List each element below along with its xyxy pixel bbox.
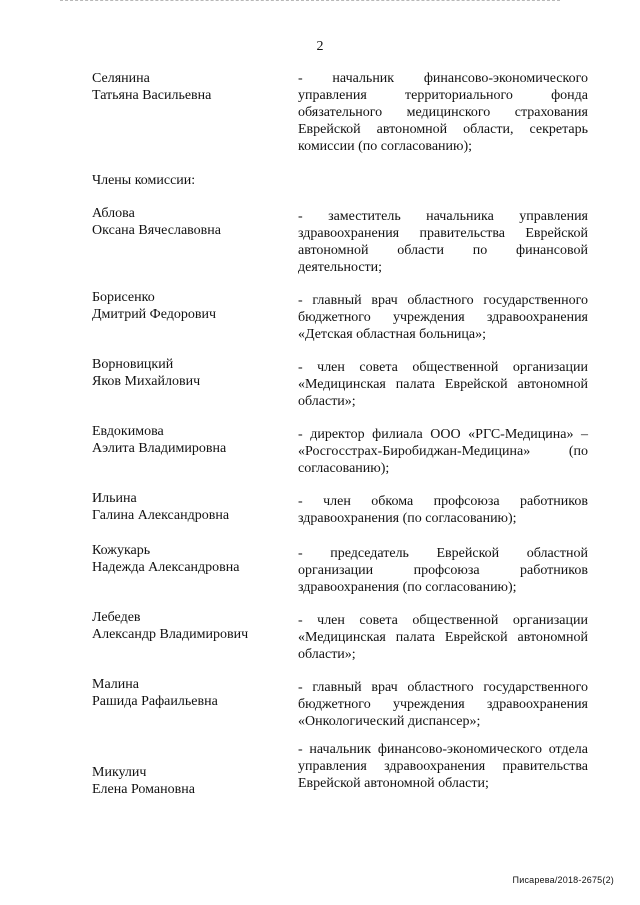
member-given-names: Елена Романовна — [92, 782, 195, 797]
member-given-names: Яков Михайлович — [92, 374, 201, 389]
secretary-role: - начальник финансово-экономического управления территориального фонда обязательного медицинского страхования Еврейской автономной области, секретарь комиссии (по согласованию); — [298, 71, 588, 154]
member-role: - член совета общественной организации «Медицинская палата Еврейской автономной области»; — [298, 360, 588, 409]
member-role: - главный врач областного государственного бюджетного учреждения здравоохранения «Детская областная больница»; — [298, 293, 588, 342]
member-name — [92, 423, 282, 457]
scan-edge-divider — [60, 0, 560, 3]
member-role: - член обкома профсоюза работников здравоохранения (по согласованию); — [298, 494, 588, 526]
document-registration-code: Писарева/2018-2675(2) — [512, 875, 614, 885]
member-role: - член совета общественной организации «Медицинская палата Еврейской автономной области»; — [298, 613, 588, 662]
member-role: - заместитель начальника управления здравоохранения правительства Еврейской автономной области по финансовой деятельности; — [298, 209, 588, 275]
member-name — [92, 490, 282, 524]
member-surname: Лебедев — [92, 610, 141, 625]
member-name — [92, 356, 282, 390]
secretary-name — [92, 70, 282, 104]
member-name — [92, 542, 282, 576]
member-given-names: Аэлита Владимировна — [92, 441, 227, 456]
member-name — [92, 289, 282, 323]
secretary-surname: Селянина — [92, 71, 150, 86]
member-surname: Малина — [92, 677, 139, 692]
member-surname: Ворновицкий — [92, 357, 174, 372]
member-name — [92, 609, 282, 643]
member-role: - председатель Еврейской областной организации профсоюза работников здравоохранения (по согласованию); — [298, 546, 588, 595]
member-given-names: Оксана Вячеславовна — [92, 223, 221, 238]
page-number: 2 — [316, 39, 324, 54]
member-surname: Аблова — [92, 206, 135, 221]
member-surname: Микулич — [92, 765, 147, 780]
member-surname: Кожукарь — [92, 543, 151, 558]
member-surname: Ильина — [92, 491, 137, 506]
member-surname: Евдокимова — [92, 424, 164, 439]
member-given-names: Александр Владимирович — [92, 627, 249, 642]
member-role: - начальник финансово-экономического отдела управления здравоохранения правительства Еврейской автономной области; — [298, 742, 588, 791]
member-given-names: Дмитрий Федорович — [92, 307, 217, 322]
member-surname: Борисенко — [92, 290, 155, 305]
member-name — [92, 205, 282, 239]
members-heading: Члены комиссии: — [92, 173, 196, 188]
member-name — [92, 764, 282, 798]
member-given-names: Надежда Александровна — [92, 560, 240, 575]
secretary-given-names: Татьяна Васильевна — [92, 88, 212, 103]
member-name — [92, 676, 282, 710]
member-given-names: Рашида Рафаильевна — [92, 694, 218, 709]
member-role: - главный врач областного государственного бюджетного учреждения здравоохранения «Онкологический диспансер»; — [298, 680, 588, 729]
member-role: - директор филиала ООО «РГС-Медицина» – «Росгосстрах-Биробиджан-Медицина» (по согласованию); — [298, 427, 588, 476]
member-given-names: Галина Александровна — [92, 508, 230, 523]
